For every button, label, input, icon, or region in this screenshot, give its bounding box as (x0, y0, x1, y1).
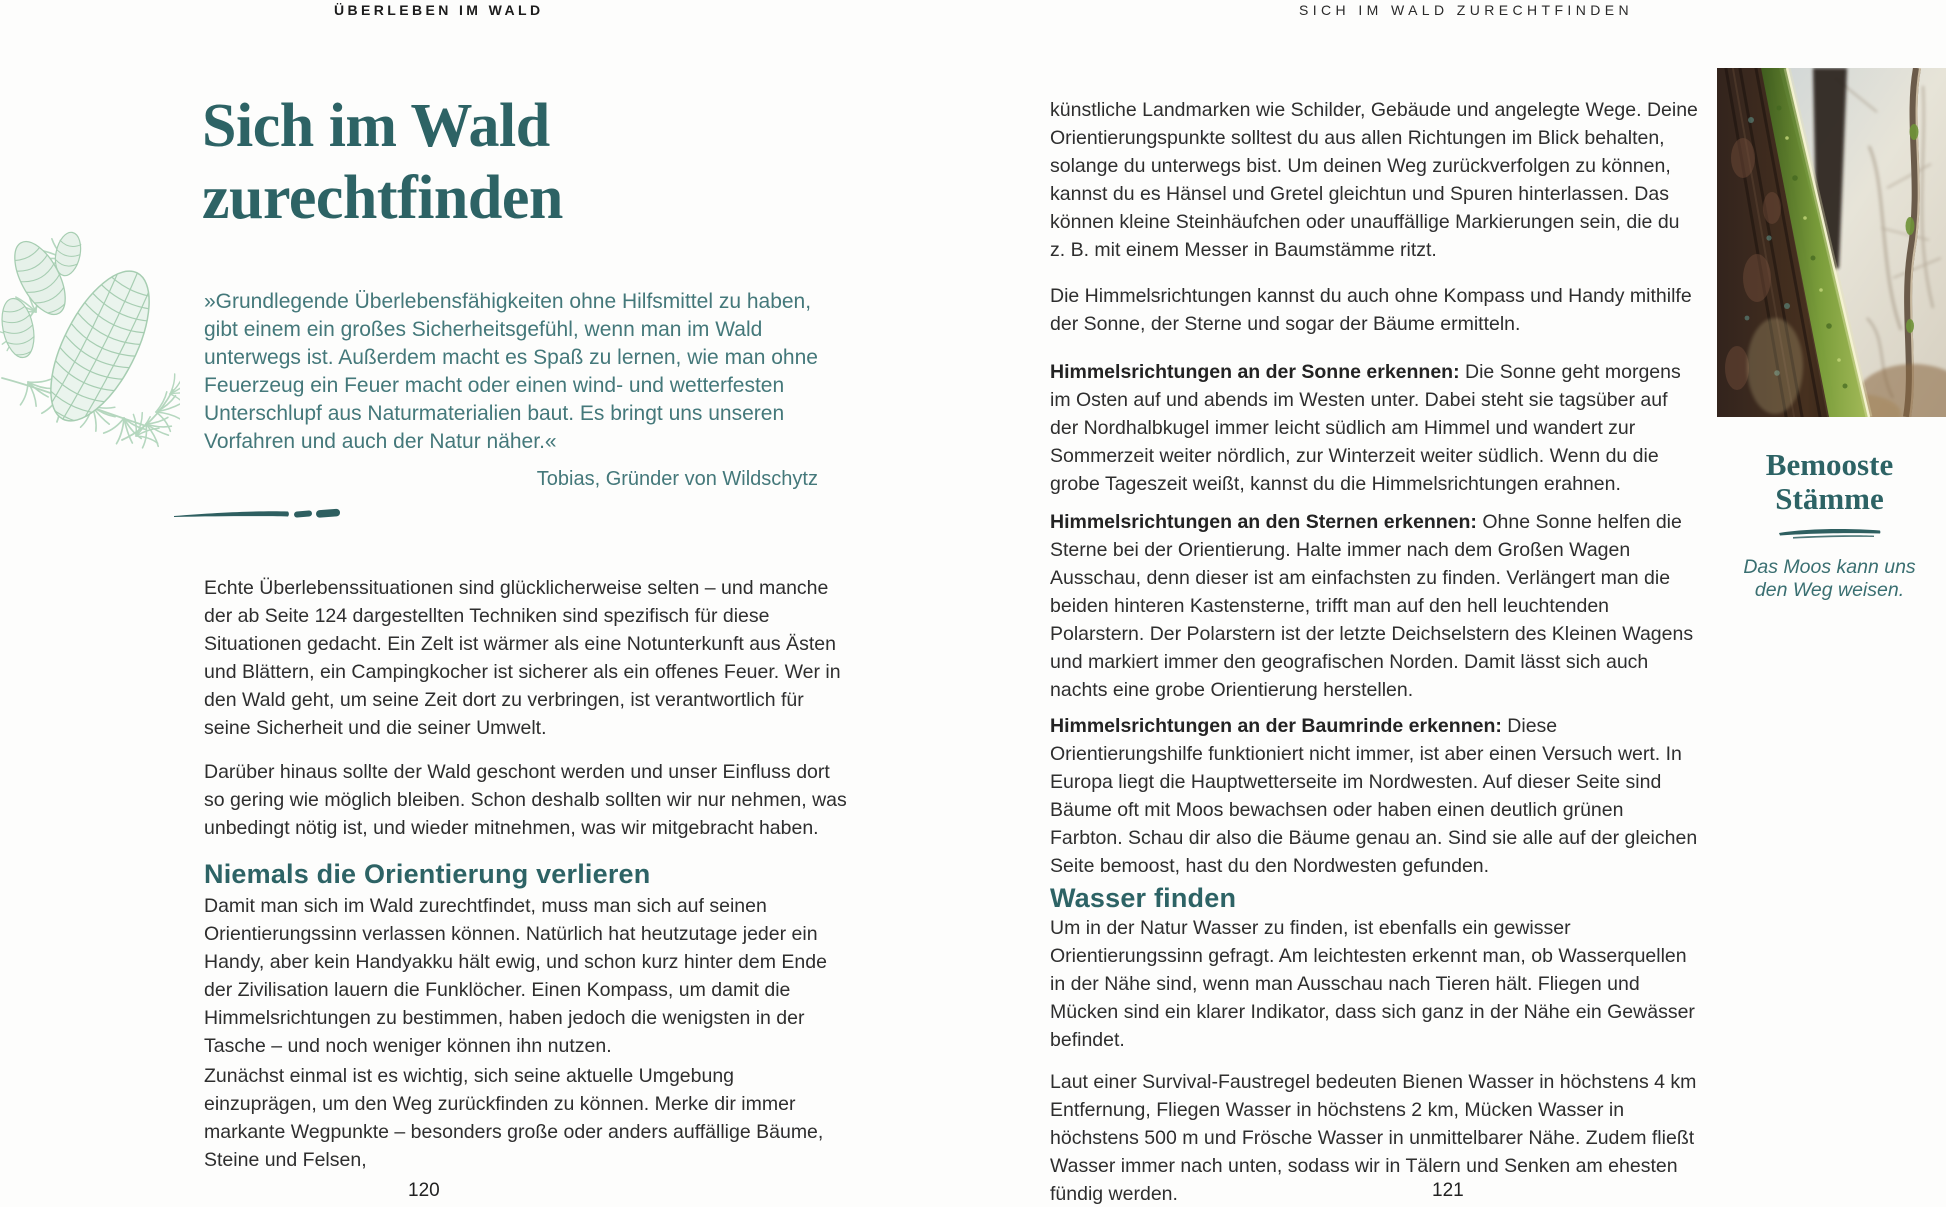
bold-lead: Himmelsrichtungen an der Baumrinde erkennen: (1050, 715, 1502, 737)
body-paragraph: Darüber hinaus sollte der Wald geschont werden und unser Einfluss dort so gering wie möglich bleiben. Schon deshalb sollten wir nur nehmen, was unbedingt nötig ist, und wieder mitnehmen, was wir mitgebracht haben. (204, 761, 847, 839)
body-paragraph (1050, 508, 1698, 704)
section-heading: Niemals die Orientierung verlieren (204, 859, 651, 889)
body-paragraph (1050, 358, 1698, 498)
chapter-title: Sich im Wald zurechtfinden (202, 92, 563, 232)
right-text-column (1050, 96, 1698, 1207)
body-paragraph: Damit man sich im Wald zurechtfindet, muss man sich auf seinen Orientierungssinn verlassen können. Natürlich hat heutzutage jeder ein Handy, aber kein Handyakku hält ewig, und schon kurz hinter dem Ende der Zivilisation lauern die Funklöcher. Einen Kompass, um damit die Himmelsrichtungen zu bestimmen, haben jedoch die wenigsten in der Tasche – und noch weniger können ihn nutzen. (204, 895, 827, 1057)
body-paragraph: Um in der Natur Wasser zu finden, ist ebenfalls ein gewisser Orientierungssinn gefragt. Am leichtesten erkennt man, ob Wasserquellen in der Nähe sind, wenn man Ausschau nach Tieren hält. Fliegen und Mücken sind ein klarer Indikator, dass sich ganz in der Nähe ein Gewässer befindet. (1050, 917, 1695, 1051)
pull-quote: »Grundlegende Überlebensfähigkeiten ohne Hilfsmittel zu haben, gibt einem ein großes Sicherheitsgefühl, wenn man im Wald unterwegs ist. Außerdem macht es Spaß zu lernen, wie man ohne Feuerzeug ein Feuer macht oder einen wind- und wetterfesten Unterschlupf aus Naturmaterialien baut. Es bringt uns unseren Vorfahren und auch der Natur näher.« (204, 290, 818, 453)
body-paragraph: Zunächst einmal ist es wichtig, sich seine aktuelle Umgebung einzuprägen, um den Weg zurückfinden zu können. Merke dir immer markante Wegpunkte – besonders große oder anders auffällige Bäume, Steine und Felsen, (204, 1065, 824, 1171)
body-paragraph (1050, 712, 1698, 880)
pine-cone-illustration (0, 228, 180, 470)
moss-tree-photo (1717, 68, 1946, 417)
entry-text: Die Sonne geht morgens im Osten auf und abends im Westen unter. Dabei steht sie tagsüber auf der Nordhalbkugel immer leicht südlich am Himmel und wandert zur Sommerzeit weiter nördlich, zur Winterzeit weiter südlich. Wenn du die grobe Tageszeit weißt, kannst du die Himmelsrichtungen erahnen. (1050, 361, 1681, 495)
brush-stroke-divider (172, 503, 342, 525)
quote-attribution: Tobias, Gründer von Wildschytz (536, 468, 818, 490)
entry-text: Ohne Sonne helfen die Sterne bei der Orientierung. Halte immer nach dem Großen Wagen Ausschau, denn dieser ist am einfachsten zu finden. Verlängert man die beiden hinteren Kastensterne, trifft man auf den hell leuchtenden Polarstern. Der Polarstern ist der letzte Deichselstern des Kleinen Wagens und markiert immer den geografischen Norden. Damit lässt sich auch nachts eine grobe Orientierung herstellen. (1050, 511, 1694, 701)
entry-text: Diese Orientierungshilfe funktioniert nicht immer, ist aber einen Versuch wert. In Europa liegt die Hauptwetterseite im Nordwesten. Auf dieser Seite sind Bäume oft mit Moos bewachsen oder haben einen deutlich grünen Farbton. Schau dir also die Bäume genau an. Sind sie alle auf der gleichen Seite bemoost, hast du den Nordwesten gefunden. (1050, 715, 1698, 877)
bold-lead: Himmelsrichtungen an der Sonne erkennen: (1050, 361, 1460, 383)
sidebar-title: Bemooste Stämme (1765, 447, 1894, 516)
page-number-left: 120 (408, 1180, 440, 1201)
body-paragraph: Echte Überlebenssituationen sind glücklicherweise selten – und manche der ab Seite 124 dargestellten Techniken sind spezifisch für diese Situationen gedacht. Ein Zelt ist wärmer als eine Notunterkunft aus Ästen und Blättern, ein Campingkocher ist sicherer als ein offenes Feuer. Wer in den Wald geht, um seine Zeit dort zu verbringen, ist verantwortlich für seine Sicherheit und die seiner Umwelt. (204, 577, 841, 739)
left-text-column (204, 574, 852, 1174)
body-paragraph: künstliche Landmarken wie Schilder, Gebäude und angelegte Wege. Deine Orientierungspunkte solltest du aus allen Richtungen im Blick behalten, solange du unterwegs bist. Um deinen Weg zurückverfolgen zu können, kannst du es Hänsel und Gretel gleichtun und Spuren hinterlassen. Das können kleine Steinhäufchen oder unauffällige Markierungen sein, die du z. B. mit einem Messer in Baumstämme ritzt. (1050, 99, 1698, 261)
body-paragraph: Die Himmelsrichtungen kannst du auch ohne Kompass und Handy mithilfe der Sonne, der Sterne und sogar der Bäume ermitteln. (1050, 285, 1692, 335)
section-heading: Wasser finden (1050, 883, 1237, 913)
body-paragraph: Laut einer Survival-Faustregel bedeuten Bienen Wasser in höchstens 4 km Entfernung, Fliegen Wasser in höchstens 2 km, Mücken Wasser in höchstens 500 m und Frösche Wasser in unmittelbarer Nähe. Zudem fließt Wasser immer nach unten, sodass wir in Tälern und Senken am ehesten fündig werden. (1050, 1071, 1697, 1205)
running-head-left: ÜBERLEBEN IM WALD (334, 2, 544, 18)
photo-sidebar (1713, 448, 1946, 602)
running-head-right: SICH IM WALD ZURECHTFINDEN (1299, 2, 1633, 18)
sidebar-caption: Das Moos kann uns den Weg weisen. (1743, 556, 1916, 601)
bold-lead: Himmelsrichtungen an den Sternen erkennen: (1050, 511, 1477, 533)
brush-stroke-divider (1775, 525, 1885, 541)
page-number-right: 121 (1432, 1180, 1464, 1201)
